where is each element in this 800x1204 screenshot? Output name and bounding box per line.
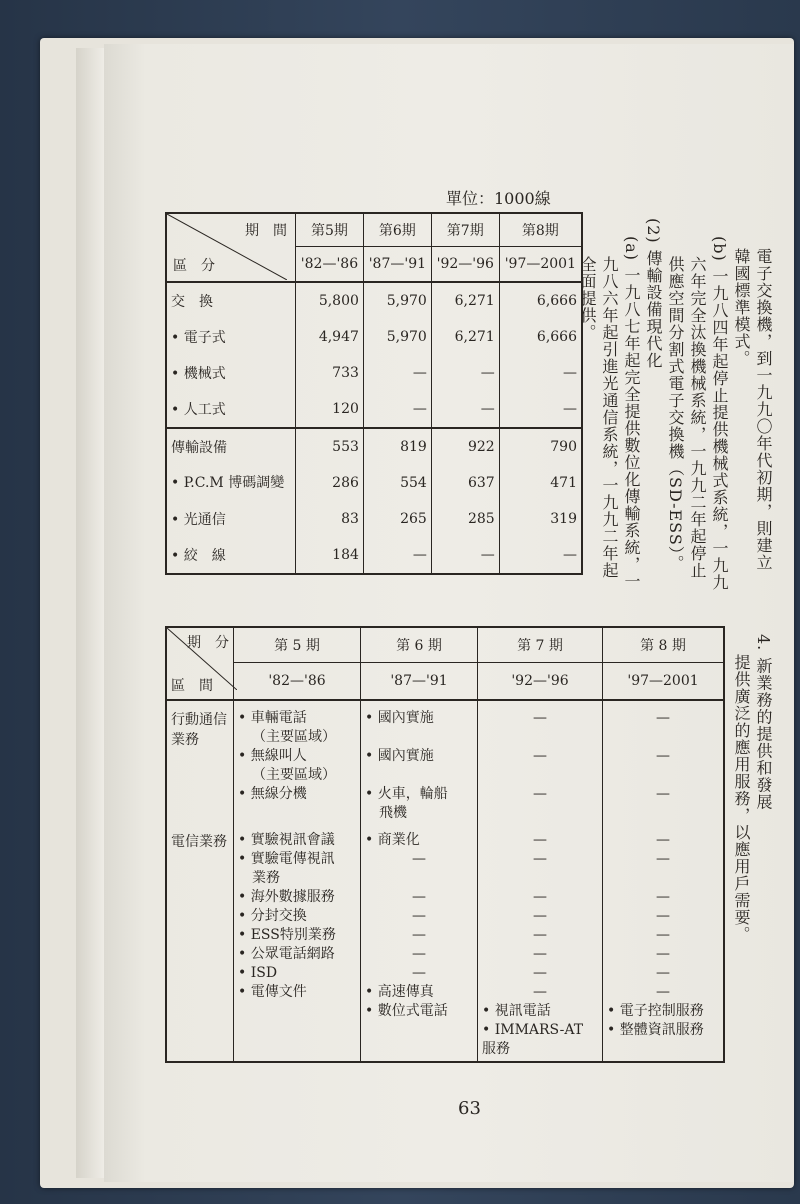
year-8: '97—2001 <box>499 247 582 283</box>
exchange-equipment-table <box>165 212 583 575</box>
cell-line <box>365 728 473 747</box>
cell: 790 <box>499 428 582 465</box>
cell-line <box>365 1021 473 1040</box>
cell-line: — <box>656 748 670 764</box>
cell-line: — <box>656 946 670 962</box>
cell-line: — <box>656 927 670 943</box>
cell <box>478 700 603 825</box>
cell-line: — <box>412 908 426 924</box>
cell: — <box>431 537 499 574</box>
row-label: 電信業務 <box>171 834 227 850</box>
row-label: • 人工式 <box>171 402 226 418</box>
cell-line <box>607 869 719 888</box>
cell-line: — <box>412 946 426 962</box>
cell-line <box>238 1021 356 1040</box>
cell-line: • 無線分機 <box>238 786 307 802</box>
cell-line: — <box>656 851 670 867</box>
cell: — <box>431 391 499 428</box>
table-row <box>166 319 582 355</box>
cell: 5,970 <box>363 282 431 319</box>
cell: 733 <box>296 355 364 391</box>
cell: 319 <box>499 501 582 537</box>
year-5: '82—'86 <box>296 247 364 283</box>
cell-line: — <box>412 889 426 905</box>
cell-line: • ISD <box>238 965 278 981</box>
cell-line: • 電傳文件 <box>238 984 307 1000</box>
cell-line: • 國內實施 <box>365 748 434 764</box>
row-label: 傳輸設備 <box>166 428 296 465</box>
row-label: • 光通信 <box>171 512 226 528</box>
text-column: (b) 一九八四年起停止提供機械式系統，一九九 <box>710 236 729 591</box>
corner-bottom-label: 區 分 <box>173 258 215 274</box>
table-row <box>166 282 582 319</box>
text-column: 4. 新業務的提供和發展 <box>754 634 773 811</box>
row-label: • 電子式 <box>171 330 226 346</box>
cell: 5,970 <box>363 319 431 355</box>
cell-line: 飛機 <box>379 805 407 821</box>
corner-bottom-label: 區 間 <box>171 678 213 694</box>
page-number: 63 <box>458 1098 481 1119</box>
cell: 184 <box>296 537 364 574</box>
cell <box>603 700 725 825</box>
cell: — <box>363 355 431 391</box>
text-column: (a) 一九八七年起完全提供數位化傳輸系統，一 <box>622 236 641 591</box>
cell-line: — <box>533 786 547 802</box>
cell: 286 <box>296 465 364 501</box>
cell-line: — <box>533 889 547 905</box>
cell: 6,666 <box>499 282 582 319</box>
cell-line: — <box>533 984 547 1000</box>
cell-line <box>482 728 598 747</box>
cell: 922 <box>431 428 499 465</box>
cell <box>478 825 603 1062</box>
table-row <box>166 825 724 1062</box>
cell <box>234 825 361 1062</box>
cell: 120 <box>296 391 364 428</box>
cell-line: — <box>656 965 670 981</box>
text-column: 韓國標準模式。 <box>732 248 751 367</box>
cell: 471 <box>499 465 582 501</box>
cell-line <box>365 869 473 888</box>
table-row <box>166 391 582 428</box>
row-label: • 絞 線 <box>171 548 226 564</box>
corner-top-label: 期 分 <box>187 635 229 651</box>
cell-line: • 實驗視訊會議 <box>238 832 335 848</box>
text-column: (2) 傳輸設備現代化 <box>644 218 663 369</box>
cell: 637 <box>431 465 499 501</box>
period-5: 第 5 期 <box>234 627 361 663</box>
cell: 265 <box>363 501 431 537</box>
cell-line: • 火車，輪船 <box>365 786 448 802</box>
text-column: 九八六年起引進光通信系統，一九九二年起 <box>600 256 619 579</box>
cell-line <box>607 728 719 747</box>
text-column: 提供廣泛的應用服務，以應用戶需要。 <box>732 654 751 943</box>
cell-line: • IMMARS-AT服務 <box>482 1022 584 1057</box>
text-column: 供應空間分割式電子交換機（SD-ESS）。 <box>666 256 685 572</box>
cell-line: • 整體資訊服務 <box>607 1022 704 1038</box>
cell: — <box>363 537 431 574</box>
cell-line: • ESS特別業務 <box>238 927 336 943</box>
cell-line <box>482 766 598 785</box>
cell <box>361 700 478 825</box>
period-5: 第5期 <box>296 213 364 247</box>
cell-line: — <box>656 710 670 726</box>
cell-line <box>607 766 719 785</box>
table-row <box>166 501 582 537</box>
year-8: '97—2001 <box>603 663 725 701</box>
cell-line: — <box>656 889 670 905</box>
new-services-table <box>165 626 725 1063</box>
corner-cell <box>166 213 296 282</box>
cell-line: • 商業化 <box>365 832 420 848</box>
cell: — <box>499 537 582 574</box>
cell-line: — <box>656 786 670 802</box>
year-6: '87—'91 <box>361 663 478 701</box>
period-7: 第7期 <box>431 213 499 247</box>
text-column: 電子交換機，到一九九〇年代初期，則建立 <box>754 248 773 571</box>
cell: 819 <box>363 428 431 465</box>
year-6: '87—'91 <box>363 247 431 283</box>
year-7: '92—'96 <box>478 663 603 701</box>
cell: 554 <box>363 465 431 501</box>
row-label: 交 換 <box>171 294 213 310</box>
corner-cell <box>166 627 234 700</box>
cell-line: — <box>412 927 426 943</box>
period-6: 第 6 期 <box>361 627 478 663</box>
table-row <box>166 428 582 465</box>
table-row <box>166 700 724 825</box>
cell <box>603 825 725 1062</box>
cell-line: • 車輛電話 <box>238 710 307 726</box>
cell-line: — <box>533 946 547 962</box>
year-5: '82—'86 <box>234 663 361 701</box>
row-label: 行動通信業務 <box>171 712 227 748</box>
cell-line <box>482 869 598 888</box>
cell-line <box>238 1002 356 1021</box>
cell-line: • 視訊電話 <box>482 1003 551 1019</box>
cell-line: — <box>656 832 670 848</box>
cell-line: — <box>656 984 670 1000</box>
cell: — <box>363 391 431 428</box>
cell-line: — <box>656 908 670 924</box>
cell-line: — <box>412 851 426 867</box>
corner-top-label: 期 間 <box>245 223 287 239</box>
cell-line <box>365 766 473 785</box>
cell: 6,271 <box>431 319 499 355</box>
period-6: 第6期 <box>363 213 431 247</box>
cell-line: • 公眾電話網路 <box>238 946 335 962</box>
cell: 5,800 <box>296 282 364 319</box>
text-column: 全面提供。 <box>578 256 597 341</box>
cell: 6,271 <box>431 282 499 319</box>
cell-line: • 海外數據服務 <box>238 889 335 905</box>
cell-line: • 分封交換 <box>238 908 307 924</box>
cell-line: • 國內實施 <box>365 710 434 726</box>
cell-line: — <box>533 832 547 848</box>
cell-line: • 電子控制服務 <box>607 1003 704 1019</box>
cell: 553 <box>296 428 364 465</box>
cell-line: — <box>533 851 547 867</box>
cell-line: — <box>412 965 426 981</box>
cell-line: 業務 <box>252 870 280 886</box>
text-column: 六年完全汰換機械系統，一九九二年起停止 <box>688 256 707 579</box>
cell-line: — <box>533 965 547 981</box>
cell: — <box>499 391 582 428</box>
cell-line: — <box>533 927 547 943</box>
cell: 83 <box>296 501 364 537</box>
page-gutter <box>76 48 106 1178</box>
cell-line: • 無線叫人 <box>238 748 307 764</box>
cell: 6,666 <box>499 319 582 355</box>
cell: — <box>431 355 499 391</box>
cell <box>361 825 478 1062</box>
cell-line: — <box>533 908 547 924</box>
cell <box>234 700 361 825</box>
cell-line: • 數位式電話 <box>365 1003 448 1019</box>
period-7: 第 7 期 <box>478 627 603 663</box>
table-row <box>166 355 582 391</box>
table-row <box>166 465 582 501</box>
cell-line: （主要區域） <box>252 767 336 783</box>
table-row <box>166 537 582 574</box>
cell-line: — <box>533 710 547 726</box>
period-8: 第 8 期 <box>603 627 725 663</box>
cell-line: （主要區域） <box>252 729 336 745</box>
cell: 285 <box>431 501 499 537</box>
unit-label: 單位：1000線 <box>446 189 551 208</box>
cell: 4,947 <box>296 319 364 355</box>
year-7: '92—'96 <box>431 247 499 283</box>
cell-line: • 高速傳真 <box>365 984 434 1000</box>
cell: — <box>499 355 582 391</box>
row-label: • 機械式 <box>171 366 226 382</box>
cell-line: — <box>533 748 547 764</box>
period-8: 第8期 <box>499 213 582 247</box>
row-label: • P.C.M 博碼調變 <box>171 475 285 491</box>
cell-line: • 實驗電傳視訊 <box>238 851 335 867</box>
